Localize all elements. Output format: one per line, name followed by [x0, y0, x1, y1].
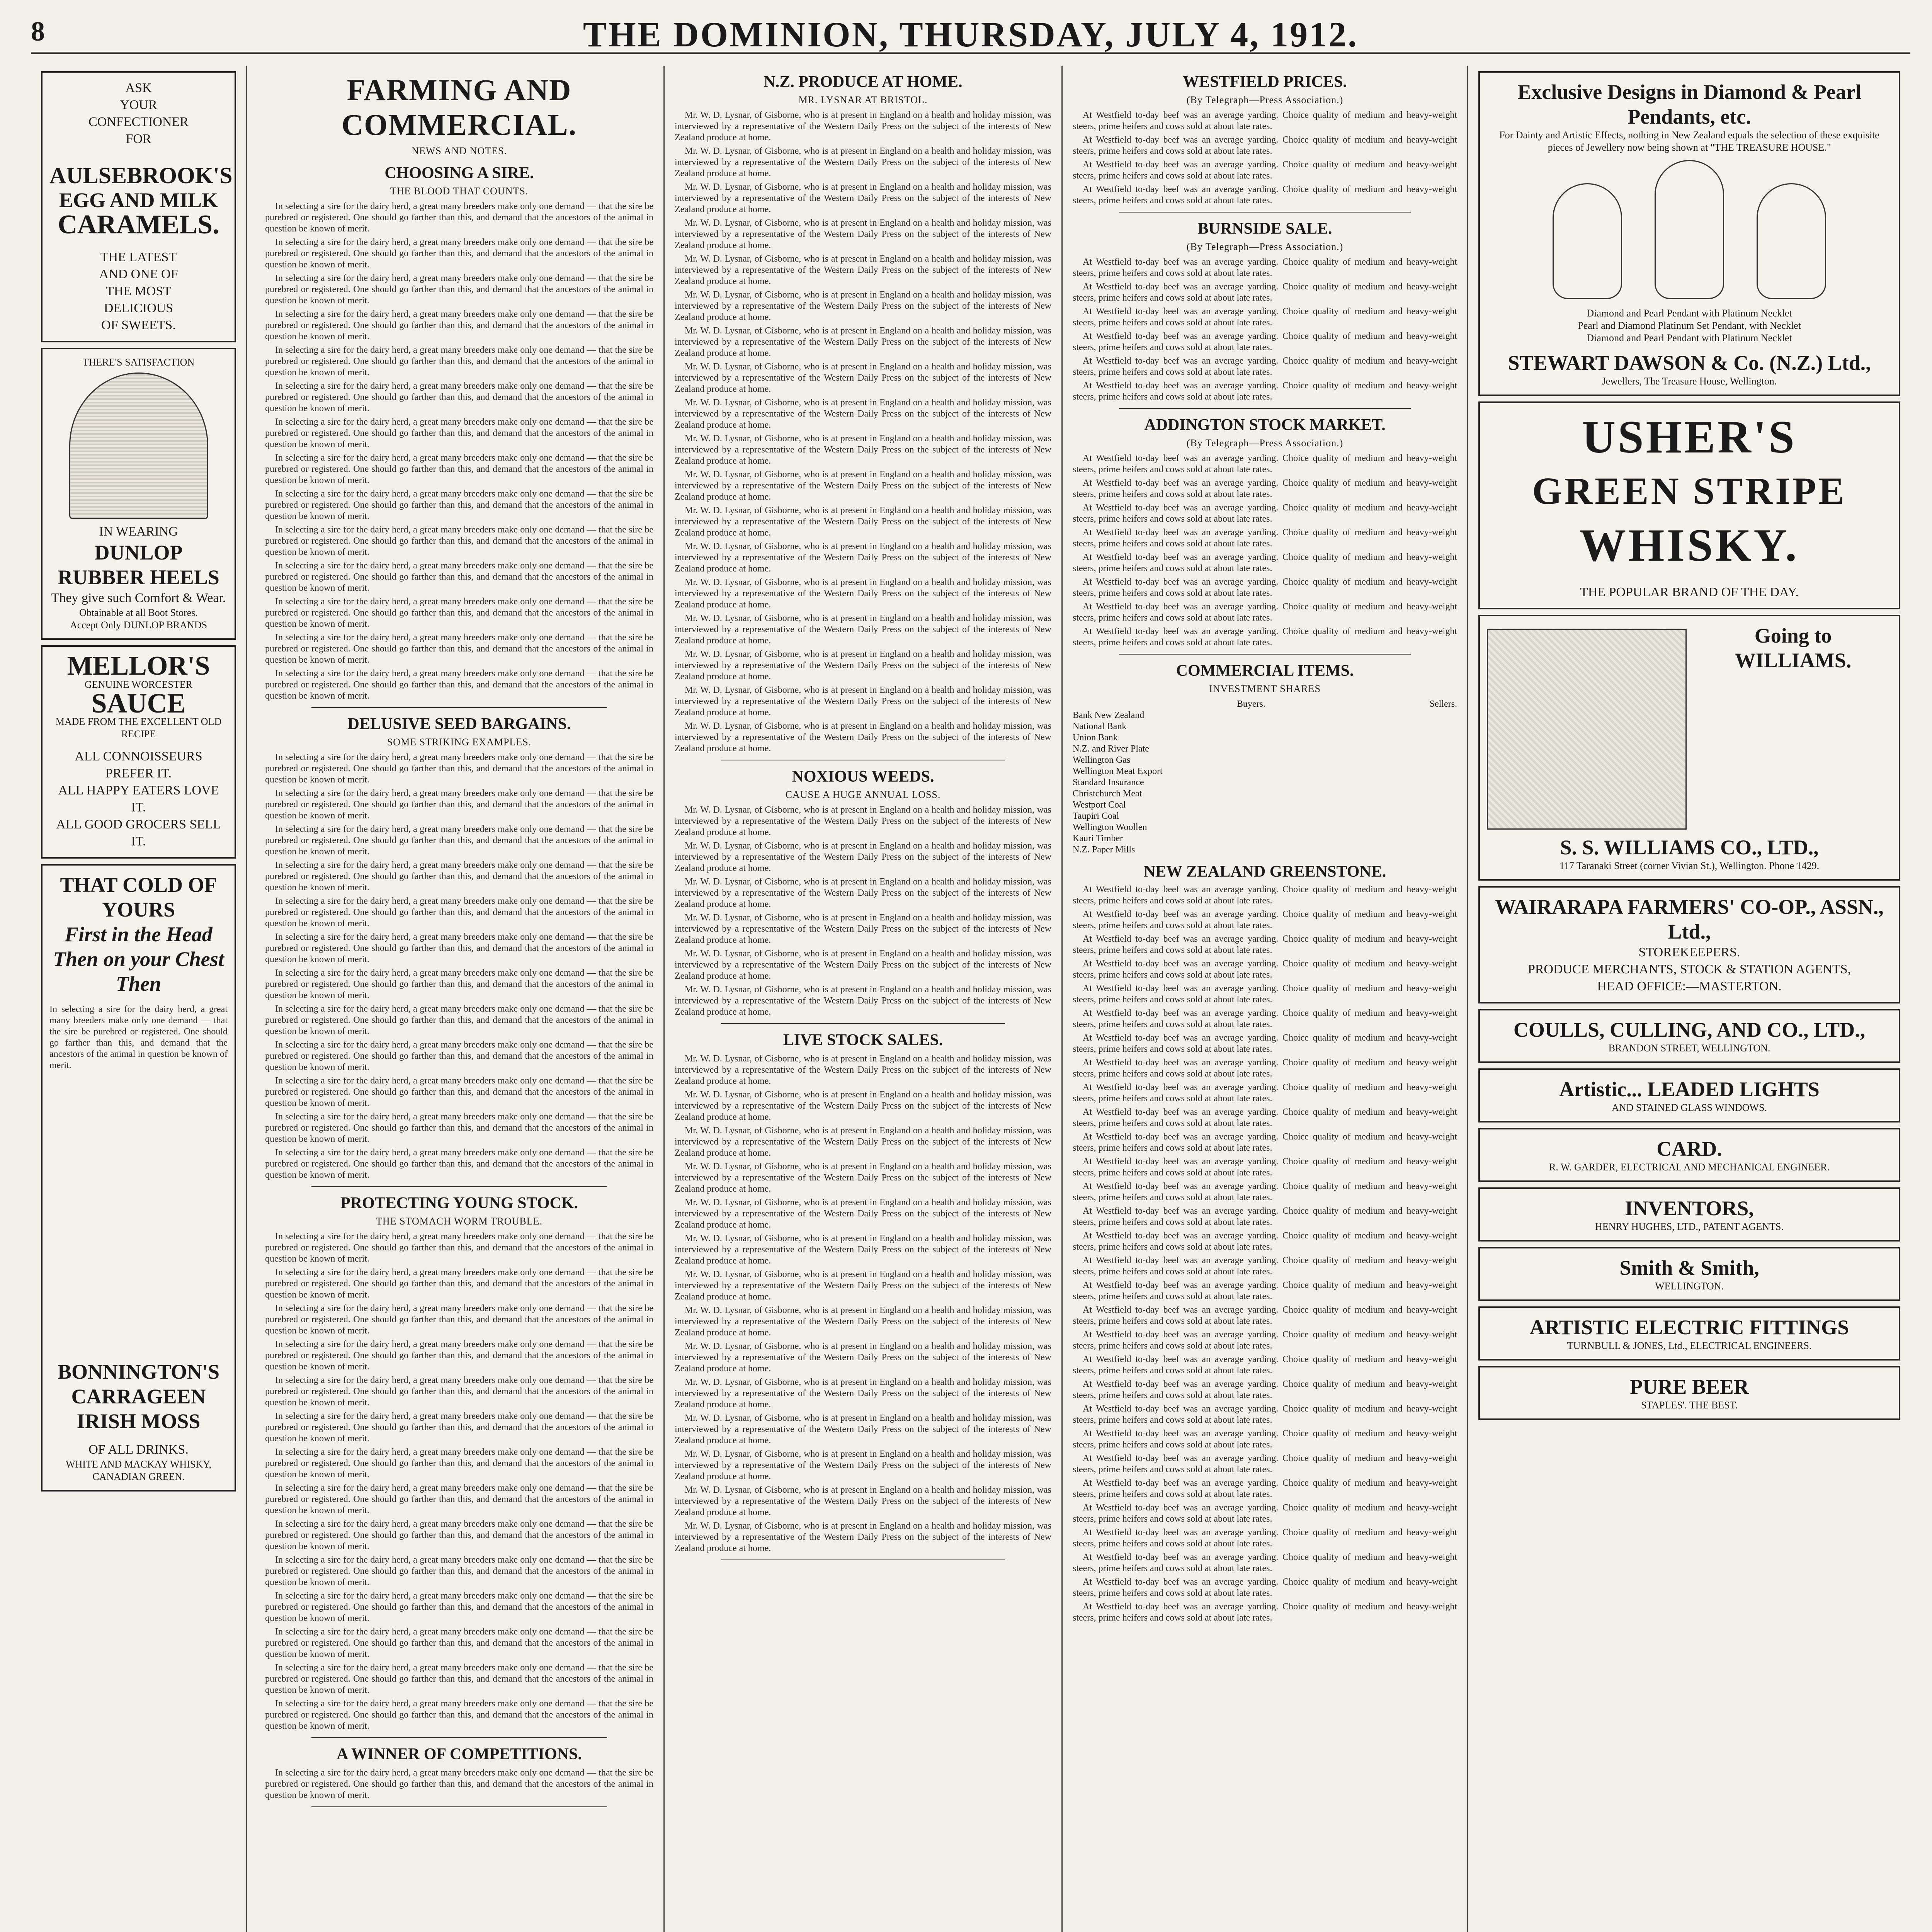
article-sub: THE STOMACH WORM TROUBLE. [376, 1216, 543, 1227]
article-sub: (By Telegraph—Press Association.) [1186, 94, 1344, 105]
paragraph: In selecting a sire for the dairy herd, a great many breeders make only one demand — that the sire be purebred or registered. One should go farther than this, and demand that the ancestors of the animal in question be known of merit. [265, 932, 653, 964]
paragraph: Mr. W. D. Lysnar, of Gisborne, who is at present in England on a health and holiday mission, was interviewed by a representative of the Western Daily Press on the subject of the interests of New Zealand produce at home. [675, 913, 1051, 945]
ad-footer: OF ALL DRINKS. [88, 1442, 189, 1457]
table-row [1073, 833, 1457, 844]
paragraph: Mr. W. D. Lysnar, of Gisborne, who is at present in England on a health and holiday mission, was interviewed by a representative of the Western Daily Press on the subject of the interests of New Zealand produce at home. [675, 721, 1051, 753]
ad-aulsebrook [41, 71, 236, 342]
ad-line: Then on your Chest [53, 947, 224, 971]
paragraph: Mr. W. D. Lysnar, of Gisborne, who is at present in England on a health and holiday mission, was interviewed by a representative of the Western Daily Press on the subject of the interests of New Zealand produce at home. [675, 1485, 1051, 1517]
table-row [1073, 766, 1457, 777]
paragraph: In selecting a sire for the dairy herd, a great many breeders make only one demand — that the sire be purebred or registered. One should go farther than this, and demand that the ancestors of the animal in question be known of merit. [265, 1040, 653, 1072]
paragraph: Mr. W. D. Lysnar, of Gisborne, who is at present in England on a health and holiday mission, was interviewed by a representative of the Western Daily Press on the subject of the interests of New Zealand produce at home. [675, 1054, 1051, 1086]
paragraph: At Westfield to-day beef was an average yarding. Choice quality of medium and heavy-weight steers, prime heifers and cows sold at about late rates. [1073, 934, 1457, 955]
ad-brand: DUNLOP RUBBER HEELS [58, 541, 219, 589]
paragraph: Mr. W. D. Lysnar, of Gisborne, who is at present in England on a health and holiday mission, was interviewed by a representative of the Western Daily Press on the subject of the interests of New Zealand produce at home. [675, 613, 1051, 646]
article-body [1073, 110, 1457, 206]
paragraph: Mr. W. D. Lysnar, of Gisborne, who is at present in England on a health and holiday mission, was interviewed by a representative of the Western Daily Press on the subject of the interests of New Zealand produce at home. [675, 146, 1051, 179]
ad-copy: WELLINGTON. [1655, 1281, 1724, 1292]
paragraph: At Westfield to-day beef was an average yarding. Choice quality of medium and heavy-weight steers, prime heifers and cows sold at about late rates. [1073, 1132, 1457, 1153]
paragraph: In selecting a sire for the dairy herd, a great many breeders make only one demand — that the sire be purebred or registered. One should go farther than this, and demand that the ancestors of the animal in question be known of merit. [265, 752, 653, 785]
paragraph: In selecting a sire for the dairy herd, a great many breeders make only one demand — that the sire be purebred or registered. One should go farther than this, and demand that the ancestors of the animal in question be known of merit. [265, 860, 653, 893]
article-sub: (By Telegraph—Press Association.) [1186, 241, 1344, 252]
paragraph: In selecting a sire for the dairy herd, a great many breeders make only one demand — that the sire be purebred or registered. One should go farther than this, and demand that the ancestors of the animal in question be known of merit. [265, 453, 653, 485]
ad-firm: S. S. WILLIAMS CO., LTD., [1560, 836, 1819, 859]
ad-claim: ALL GOOD GROCERS SELL IT. [56, 817, 221, 849]
ad-product: WHISKY. [1580, 519, 1799, 571]
paragraph: At Westfield to-day beef was an average yarding. Choice quality of medium and heavy-weight steers, prime heifers and cows sold at about late rates. [1073, 503, 1457, 524]
divider [311, 707, 607, 708]
table-cell: Kauri Timber [1073, 833, 1123, 844]
paragraph: At Westfield to-day beef was an average yarding. Choice quality of medium and heavy-weight steers, prime heifers and cows sold at about late rates. [1073, 1231, 1457, 1252]
share-table [1073, 699, 1457, 855]
page-number: 8 [31, 16, 45, 47]
paragraph: In selecting a sire for the dairy herd, a great many breeders make only one demand — that the sire be purebred or registered. One should go farther than this, and demand that the ancestors of the animal in question be known of merit. [265, 668, 653, 701]
divider [1119, 654, 1411, 655]
ad-line: First in the Head [65, 923, 213, 946]
table-cell: National Bank [1073, 721, 1127, 731]
section-title: FARMING AND COMMERCIAL. [341, 73, 577, 141]
paragraph: At Westfield to-day beef was an average yarding. Choice quality of medium and heavy-weight steers, prime heifers and cows sold at about late rates. [1073, 1602, 1457, 1623]
paragraph: In selecting a sire for the dairy herd, a great many breeders make only one demand — that the sire be purebred or registered. One should go farther than this, and demand that the ancestors of the animal in question be known of merit. [265, 1447, 653, 1480]
paragraph: Mr. W. D. Lysnar, of Gisborne, who is at present in England on a health and holiday mission, was interviewed by a representative of the Western Daily Press on the subject of the interests of New Zealand produce at home. [675, 1305, 1051, 1338]
paragraph: In selecting a sire for the dairy herd, a great many breeders make only one demand — that the sire be purebred or registered. One should go farther than this, and demand that the ancestors of the animal in question be known of merit. [265, 1663, 653, 1695]
article-body [265, 752, 653, 1181]
paragraph: In selecting a sire for the dairy herd, a great many breeders make only one demand — that the sire be purebred or registered. One should go farther than this, and demand that the ancestors of the animal in question be known of merit. [265, 896, 653, 929]
paragraph: At Westfield to-day beef was an average yarding. Choice quality of medium and heavy-weight steers, prime heifers and cows sold at about late rates. [1073, 1429, 1457, 1450]
article-head: WESTFIELD PRICES. [1183, 73, 1347, 91]
ad-copy: For Dainty and Artistic Effects, nothing in New Zealand equals the selection of these exquisite pieces of Jewellery now being shown at "THE TREASURE HOUSE." [1499, 129, 1879, 153]
ad-head: INVENTORS, [1625, 1197, 1754, 1220]
paragraph: Mr. W. D. Lysnar, of Gisborne, who is at present in England on a health and holiday mission, was interviewed by a representative of the Western Daily Press on the subject of the interests of New Zealand produce at home. [675, 577, 1051, 610]
ad-product: SAUCE [91, 688, 186, 719]
article-head: N.Z. PRODUCE AT HOME. [764, 73, 963, 91]
ad-item: Diamond and Pearl Pendant with Platinum Necklet [1587, 332, 1792, 344]
pendant-illustration [1655, 160, 1724, 299]
paragraph: At Westfield to-day beef was an average yarding. Choice quality of medium and heavy-weight steers, prime heifers and cows sold at about late rates. [1073, 1082, 1457, 1104]
ad-head: Exclusive Designs in Diamond & Pearl Pendants, etc. [1517, 80, 1861, 128]
ad-line: GENUINE WORCESTER [84, 679, 192, 690]
paragraph: At Westfield to-day beef was an average yarding. Choice quality of medium and heavy-weight steers, prime heifers and cows sold at about late rates. [1073, 257, 1457, 278]
paragraph: At Westfield to-day beef was an average yarding. Choice quality of medium and heavy-weight steers, prime heifers and cows sold at about late rates. [1073, 1552, 1457, 1573]
table-cell: Wellington Meat Export [1073, 766, 1163, 776]
paragraph: Mr. W. D. Lysnar, of Gisborne, who is at present in England on a health and holiday mission, was interviewed by a representative of the Western Daily Press on the subject of the interests of New Zealand produce at home. [675, 841, 1051, 873]
article-sub: THE BLOOD THAT COUNTS. [390, 185, 529, 197]
paragraph: In selecting a sire for the dairy herd, a great many breeders make only one demand — that the sire be purebred or registered. One should go farther than this, and demand that the ancestors of the animal in question be known of merit. [265, 1627, 653, 1659]
article-body [675, 804, 1051, 1018]
divider [311, 1737, 607, 1738]
paragraph: Mr. W. D. Lysnar, of Gisborne, who is at present in England on a health and holiday mission, was interviewed by a representative of the Western Daily Press on the subject of the interests of New Zealand produce at home. [675, 326, 1051, 358]
ad-copy: AND STAINED GLASS WINDOWS. [1612, 1102, 1767, 1113]
article-head: DELUSIVE SEED BARGAINS. [347, 715, 571, 733]
paragraph: In selecting a sire for the dairy herd, a great many breeders make only one demand — that the sire be purebred or registered. One should go farther than this, and demand that the ancestors of the animal in question be known of merit. [265, 381, 653, 413]
table-row [1073, 822, 1457, 833]
paragraph: Mr. W. D. Lysnar, of Gisborne, who is at present in England on a health and holiday mission, was interviewed by a representative of the Western Daily Press on the subject of the interests of New Zealand produce at home. [675, 1521, 1051, 1553]
table-header-cell: Buyers. [1236, 699, 1265, 709]
paragraph: Mr. W. D. Lysnar, of Gisborne, who is at present in England on a health and holiday mission, was interviewed by a representative of the Western Daily Press on the subject of the interests of New Zealand produce at home. [675, 110, 1051, 143]
article-head: LIVE STOCK SALES. [783, 1031, 943, 1049]
article-head: A WINNER OF COMPETITIONS. [337, 1745, 582, 1763]
ad-head: THAT COLD OF YOURS [60, 873, 217, 921]
paragraph: At Westfield to-day beef was an average yarding. Choice quality of medium and heavy-weight steers, prime heifers and cows sold at about late rates. [1073, 135, 1457, 156]
paragraph: In selecting a sire for the dairy herd, a great many breeders make only one demand — that the sire be purebred or registered. One should go farther than this, and demand that the ancestors of the animal in question be known of merit. [265, 1519, 653, 1551]
paragraph: At Westfield to-day beef was an average yarding. Choice quality of medium and heavy-weight steers, prime heifers and cows sold at about late rates. [1073, 1255, 1457, 1277]
paragraph: Mr. W. D. Lysnar, of Gisborne, who is at present in England on a health and holiday mission, was interviewed by a representative of the Western Daily Press on the subject of the interests of New Zealand produce at home. [675, 985, 1051, 1017]
man-illustration [69, 372, 208, 519]
paragraph: Mr. W. D. Lysnar, of Gisborne, who is at present in England on a health and holiday mission, was interviewed by a representative of the Western Daily Press on the subject of the interests of New Zealand produce at home. [675, 1197, 1051, 1230]
ad-brand: BONNINGTON'S CARRAGEEN IRISH MOSS [57, 1360, 220, 1433]
article-body [1073, 884, 1457, 1623]
paragraph: At Westfield to-day beef was an average yarding. Choice quality of medium and heavy-weight steers, prime heifers and cows sold at about late rates. [1073, 1008, 1457, 1029]
paragraph: At Westfield to-day beef was an average yarding. Choice quality of medium and heavy-weight steers, prime heifers and cows sold at about late rates. [1073, 160, 1457, 181]
paragraph: In selecting a sire for the dairy herd, a great many breeders make only one demand — that the sire be purebred or registered. One should go farther than this, and demand that the ancestors of the animal in question be known of merit. [265, 417, 653, 449]
article-head: NOXIOUS WEEDS. [792, 768, 934, 786]
article-body [265, 201, 653, 702]
paragraph: At Westfield to-day beef was an average yarding. Choice quality of medium and heavy-weight steers, prime heifers and cows sold at about late rates. [1073, 478, 1457, 499]
column-farming [255, 66, 665, 1932]
paragraph: In selecting a sire for the dairy herd, a great many breeders make only one demand — that the sire be purebred or registered. One should go farther than this, and demand that the ancestors of the animal in question be known of merit. [265, 1768, 653, 1800]
paragraph: Mr. W. D. Lysnar, of Gisborne, who is at present in England on a health and holiday mission, was interviewed by a representative of the Western Daily Press on the subject of the interests of New Zealand produce at home. [675, 398, 1051, 430]
ad-item: Diamond and Pearl Pendant with Platinum Necklet [1587, 308, 1792, 319]
paragraph: At Westfield to-day beef was an average yarding. Choice quality of medium and heavy-weight steers, prime heifers and cows sold at about late rates. [1073, 1181, 1457, 1202]
paragraph: At Westfield to-day beef was an average yarding. Choice quality of medium and heavy-weight steers, prime heifers and cows sold at about late rates. [1073, 331, 1457, 352]
paragraph: In selecting a sire for the dairy herd, a great many breeders make only one demand — that the sire be purebred or registered. One should go farther than this, and demand that the ancestors of the animal in question be known of merit. [265, 1148, 653, 1180]
paragraph: Mr. W. D. Lysnar, of Gisborne, who is at present in England on a health and holiday mission, was interviewed by a representative of the Western Daily Press on the subject of the interests of New Zealand produce at home. [675, 1233, 1051, 1266]
ad-line: AND ONE OF [99, 267, 178, 281]
ad-line: ASK [125, 81, 152, 95]
table-cell: Bank New Zealand [1073, 710, 1145, 720]
article-sub: CAUSE A HUGE ANNUAL LOSS. [785, 789, 941, 800]
ad-small [1478, 1366, 1900, 1420]
ad-head: COULLS, CULLING, AND CO., LTD., [1513, 1018, 1866, 1041]
ad-head: IN WEARING [99, 524, 178, 539]
paragraph: At Westfield to-day beef was an average yarding. Choice quality of medium and heavy-weight steers, prime heifers and cows sold at about late rates. [1073, 1404, 1457, 1425]
ad-line: They give such Comfort & Wear. [51, 591, 226, 605]
table-row [1073, 743, 1457, 755]
paragraph: In selecting a sire for the dairy herd, a great many breeders make only one demand — that the sire be purebred or registered. One should go farther than this, and demand that the ancestors of the animal in question be known of merit. [265, 824, 653, 857]
table-row [1073, 799, 1457, 811]
paragraph: At Westfield to-day beef was an average yarding. Choice quality of medium and heavy-weight steers, prime heifers and cows sold at about late rates. [1073, 602, 1457, 623]
ad-stewart-dawson [1478, 71, 1900, 396]
paragraph: At Westfield to-day beef was an average yarding. Choice quality of medium and heavy-weight steers, prime heifers and cows sold at about late rates. [1073, 1379, 1457, 1400]
paragraph: At Westfield to-day beef was an average yarding. Choice quality of medium and heavy-weight steers, prime heifers and cows sold at about late rates. [1073, 909, 1457, 930]
ad-product: CARAMELS. [58, 210, 219, 240]
table-cell: Wellington Woollen [1073, 822, 1147, 832]
paragraph: In selecting a sire for the dairy herd, a great many breeders make only one demand — that the sire be purebred or registered. One should go farther than this, and demand that the ancestors of the animal in question be known of merit. [265, 561, 653, 593]
paragraph: Mr. W. D. Lysnar, of Gisborne, who is at present in England on a health and holiday mission, was interviewed by a representative of the Western Daily Press on the subject of the interests of New Zealand produce at home. [675, 434, 1051, 466]
table-row [1073, 811, 1457, 822]
paragraph: At Westfield to-day beef was an average yarding. Choice quality of medium and heavy-weight steers, prime heifers and cows sold at about late rates. [1073, 184, 1457, 206]
divider [1119, 212, 1411, 213]
article-head: ADDINGTON STOCK MARKET. [1144, 416, 1386, 434]
ad-wairarapa [1478, 886, 1900, 1003]
ad-head: Smith & Smith, [1619, 1256, 1759, 1279]
ad-small [1478, 1068, 1900, 1122]
column-markets [1063, 66, 1468, 1932]
paragraph: In selecting a sire for the dairy herd, a great many breeders make only one demand — that the sire be purebred or registered. One should go farther than this, and demand that the ancestors of the animal in question be known of merit. [265, 1004, 653, 1036]
furniture-illustration [1487, 629, 1687, 830]
paragraph: At Westfield to-day beef was an average yarding. Choice quality of medium and heavy-weight steers, prime heifers and cows sold at about late rates. [1073, 381, 1457, 402]
ad-copy: TURNBULL & JONES, Ltd., ELECTRICAL ENGINEERS. [1567, 1340, 1812, 1351]
paragraph: In selecting a sire for the dairy herd, a great many breeders make only one demand — that the sire be purebred or registered. One should go farther than this, and demand that the ancestors of the animal in question be known of merit. [265, 788, 653, 821]
ad-copy: STAPLES'. THE BEST. [1641, 1400, 1738, 1411]
paragraph: At Westfield to-day beef was an average yarding. Choice quality of medium and heavy-weight steers, prime heifers and cows sold at about late rates. [1073, 1206, 1457, 1227]
ad-footer: WHITE AND MACKAY WHISKY, CANADIAN GREEN. [65, 1459, 211, 1482]
paragraph: Mr. W. D. Lysnar, of Gisborne, who is at present in England on a health and holiday mission, was interviewed by a representative of the Western Daily Press on the subject of the interests of New Zealand produce at home. [675, 1449, 1051, 1481]
article-head: NEW ZEALAND GREENSTONE. [1143, 863, 1386, 881]
paragraph: At Westfield to-day beef was an average yarding. Choice quality of medium and heavy-weight steers, prime heifers and cows sold at about late rates. [1073, 983, 1457, 1005]
ad-address: 117 Taranaki Street (corner Vivian St.), Wellington. Phone 1429. [1559, 860, 1820, 871]
paragraph: Mr. W. D. Lysnar, of Gisborne, who is at present in England on a health and holiday mission, was interviewed by a representative of the Western Daily Press on the subject of the interests of New Zealand produce at home. [675, 469, 1051, 502]
paragraph: In selecting a sire for the dairy herd, a great many breeders make only one demand — that the sire be purebred or registered. One should go farther than this, and demand that the ancestors of the animal in question be known of merit. [265, 1591, 653, 1623]
column-left-ads [31, 66, 247, 1932]
paragraph: Mr. W. D. Lysnar, of Gisborne, who is at present in England on a health and holiday mission, was interviewed by a representative of the Western Daily Press on the subject of the interests of New Zealand produce at home. [675, 949, 1051, 981]
paragraph: In selecting a sire for the dairy herd, a great many breeders make only one demand — that the sire be purebred or registered. One should go farther than this, and demand that the ancestors of the animal in question be known of merit. [265, 597, 653, 629]
table-row [1073, 710, 1457, 721]
paragraph: In selecting a sire for the dairy herd, a great many breeders make only one demand — that the sire be purebred or registered. One should go farther than this, and demand that the ancestors of the animal in question be known of merit. [265, 309, 653, 342]
ad-copy: BRANDON STREET, WELLINGTON. [1608, 1043, 1770, 1054]
paragraph: At Westfield to-day beef was an average yarding. Choice quality of medium and heavy-weight steers, prime heifers and cows sold at about late rates. [1073, 1503, 1457, 1524]
paragraph: At Westfield to-day beef was an average yarding. Choice quality of medium and heavy-weight steers, prime heifers and cows sold at about late rates. [1073, 959, 1457, 980]
ad-office: HEAD OFFICE:—MASTERTON. [1597, 979, 1782, 993]
paragraph: Mr. W. D. Lysnar, of Gisborne, who is at present in England on a health and holiday mission, was interviewed by a representative of the Western Daily Press on the subject of the interests of New Zealand produce at home. [675, 254, 1051, 286]
paragraph: Mr. W. D. Lysnar, of Gisborne, who is at present in England on a health and holiday mission, was interviewed by a representative of the Western Daily Press on the subject of the interests of New Zealand produce at home. [675, 685, 1051, 718]
ad-dunlop [41, 348, 236, 640]
ad-small [1478, 1009, 1900, 1063]
table-row [1073, 721, 1457, 732]
ad-head: Going to WILLIAMS. [1735, 624, 1852, 672]
table-row [1073, 788, 1457, 799]
divider [311, 1806, 607, 1807]
ad-firm-sub: Jewellers, The Treasure House, Wellington. [1602, 376, 1777, 387]
ad-brand: MELLOR'S [67, 651, 210, 681]
paragraph: Mr. W. D. Lysnar, of Gisborne, who is at present in England on a health and holiday mission, was interviewed by a representative of the Western Daily Press on the subject of the interests of New Zealand produce at home. [675, 649, 1051, 682]
paragraph: In selecting a sire for the dairy herd, a great many breeders make only one demand — that the sire be purebred or registered. One should go farther than this, and demand that the ancestors of the animal in question be known of merit. [265, 1076, 653, 1108]
ad-line: THE LATEST [100, 250, 177, 264]
paragraph: At Westfield to-day beef was an average yarding. Choice quality of medium and heavy-weight steers, prime heifers and cows sold at about late rates. [1073, 1156, 1457, 1178]
ad-small [1478, 1187, 1900, 1242]
paragraph: At Westfield to-day beef was an average yarding. Choice quality of medium and heavy-weight steers, prime heifers and cows sold at about late rates. [1073, 577, 1457, 598]
paragraph: In selecting a sire for the dairy herd, a great many breeders make only one demand — that the sire be purebred or registered. One should go farther than this, and demand that the ancestors of the animal in question be known of merit. [265, 525, 653, 557]
ad-line: PRODUCE MERCHANTS, STOCK & STATION AGENTS, [1527, 962, 1851, 976]
ad-small [1478, 1247, 1900, 1301]
ad-head: Artistic... LEADED LIGHTS [1559, 1078, 1820, 1101]
paragraph: At Westfield to-day beef was an average yarding. Choice quality of medium and heavy-weight steers, prime heifers and cows sold at about late rates. [1073, 1280, 1457, 1301]
paragraph: At Westfield to-day beef was an average yarding. Choice quality of medium and heavy-weight steers, prime heifers and cows sold at about late rates. [1073, 453, 1457, 474]
paragraph: Mr. W. D. Lysnar, of Gisborne, who is at present in England on a health and holiday mission, was interviewed by a representative of the Western Daily Press on the subject of the interests of New Zealand produce at home. [675, 1341, 1051, 1374]
paragraph: In selecting a sire for the dairy herd, a great many breeders make only one demand — that the sire be purebred or registered. One should go farther than this, and demand that the ancestors of the animal in question be known of merit. [265, 968, 653, 1000]
table-cell: N.Z. and River Plate [1073, 744, 1149, 754]
paragraph: At Westfield to-day beef was an average yarding. Choice quality of medium and heavy-weight steers, prime heifers and cows sold at about late rates. [1073, 306, 1457, 328]
ad-line: Obtainable at all Boot Stores. [79, 607, 198, 618]
ad-line: OF SWEETS. [101, 318, 176, 332]
ad-ushers [1478, 401, 1900, 609]
ad-head: WAIRARAPA FARMERS' CO-OP., ASSN., Ltd., [1495, 895, 1884, 943]
newspaper-title: THE DOMINION, THURSDAY, JULY 4, 1912. [583, 15, 1359, 54]
paragraph: In selecting a sire for the dairy herd, a great many breeders make only one demand — that the sire be purebred or registered. One should go farther than this, and demand that the ancestors of the animal in question be known of merit. [265, 1375, 653, 1408]
table-cell: Westport Coal [1073, 800, 1126, 810]
article-body [675, 1053, 1051, 1554]
paragraph: In selecting a sire for the dairy herd, a great many breeders make only one demand — that the sire be purebred or registered. One should go farther than this, and demand that the ancestors of the animal in question be known of merit. [265, 489, 653, 521]
paragraph: Mr. W. D. Lysnar, of Gisborne, who is at present in England on a health and holiday mission, was interviewed by a representative of the Western Daily Press on the subject of the interests of New Zealand produce at home. [675, 1090, 1051, 1122]
paragraph: Mr. W. D. Lysnar, of Gisborne, who is at present in England on a health and holiday mission, was interviewed by a representative of the Western Daily Press on the subject of the interests of New Zealand produce at home. [675, 290, 1051, 322]
paragraph: Mr. W. D. Lysnar, of Gisborne, who is at present in England on a health and holiday mission, was interviewed by a representative of the Western Daily Press on the subject of the interests of New Zealand produce at home. [675, 1126, 1051, 1158]
table-row [1073, 844, 1457, 855]
ad-claim: ALL HAPPY EATERS LOVE IT. [58, 783, 219, 815]
divider [721, 1023, 1005, 1024]
article-head: BURNSIDE SALE. [1197, 220, 1332, 238]
paragraph: At Westfield to-day beef was an average yarding. Choice quality of medium and heavy-weight steers, prime heifers and cows sold at about late rates. [1073, 1033, 1457, 1054]
paragraph: In selecting a sire for the dairy herd, a great many breeders make only one demand — that the sire be purebred or registered. One should go farther than this, and demand that the ancestors of the animal in question be known of merit. [265, 1231, 653, 1264]
paragraph: At Westfield to-day beef was an average yarding. Choice quality of medium and heavy-weight steers, prime heifers and cows sold at about late rates. [1073, 1058, 1457, 1079]
table-row [1073, 755, 1457, 766]
ad-line: Accept Only DUNLOP BRANDS [70, 619, 207, 631]
paragraph: In selecting a sire for the dairy herd, a great many breeders make only one demand — that the sire be purebred or registered. One should go farther than this, and demand that the ancestors of the animal in question be known of merit. [265, 273, 653, 306]
paragraph: In selecting a sire for the dairy herd, a great many breeders make only one demand — that the sire be purebred or registered. One should go farther than this, and demand that the ancestors of the animal in question be known of merit. [265, 1699, 653, 1731]
paragraph: At Westfield to-day beef was an average yarding. Choice quality of medium and heavy-weight steers, prime heifers and cows sold at about late rates. [1073, 1305, 1457, 1326]
masthead [31, 12, 1910, 54]
ad-copy: R. W. GARDER, ELECTRICAL AND MECHANICAL ENGINEER. [1549, 1162, 1830, 1173]
paragraph: At Westfield to-day beef was an average yarding. Choice quality of medium and heavy-weight steers, prime heifers and cows sold at about late rates. [1073, 527, 1457, 549]
article-head: PROTECTING YOUNG STOCK. [340, 1194, 578, 1212]
ad-head: PURE BEER [1630, 1375, 1749, 1398]
ad-head: CARD. [1656, 1137, 1722, 1160]
ad-mellors [41, 645, 236, 859]
paragraph: In selecting a sire for the dairy herd, a great many breeders make only one demand — that the sire be purebred or registered. One should go farther than this, and demand that the ancestors of the animal in question be known of merit. [265, 345, 653, 378]
paragraph: In selecting a sire for the dairy herd, a great many breeders make only one demand — that the sire be purebred or registered. One should go farther than this, and demand that the ancestors of the animal in question be known of merit. [265, 1483, 653, 1515]
paragraph: Mr. W. D. Lysnar, of Gisborne, who is at present in England on a health and holiday mission, was interviewed by a representative of the Western Daily Press on the subject of the interests of New Zealand produce at home. [675, 877, 1051, 909]
paragraph: At Westfield to-day beef was an average yarding. Choice quality of medium and heavy-weight steers, prime heifers and cows sold at about late rates. [1073, 626, 1457, 648]
ad-copy: In selecting a sire for the dairy herd, a great many breeders make only one demand — that the sire be purebred or registered. One should go farther than this, and demand that the ancestors of the animal in question be known of merit. [49, 1004, 228, 1070]
paragraph: At Westfield to-day beef was an average yarding. Choice quality of medium and heavy-weight steers, prime heifers and cows sold at about late rates. [1073, 1107, 1457, 1128]
paragraph: At Westfield to-day beef was an average yarding. Choice quality of medium and heavy-weight steers, prime heifers and cows sold at about late rates. [1073, 552, 1457, 573]
ad-line: YOUR [120, 98, 157, 112]
paragraph: Mr. W. D. Lysnar, of Gisborne, who is at present in England on a health and holiday mission, was interviewed by a representative of the Western Daily Press on the subject of the interests of New Zealand produce at home. [675, 362, 1051, 394]
ad-caption: THERE'S SATISFACTION [82, 357, 195, 368]
table-cell: Taupiri Coal [1073, 811, 1119, 821]
article-sub: MR. LYSNAR AT BRISTOL. [798, 94, 928, 105]
table-row [1073, 777, 1457, 788]
paragraph: In selecting a sire for the dairy herd, a great many breeders make only one demand — that the sire be purebred or registered. One should go farther than this, and demand that the ancestors of the animal in question be known of merit. [265, 633, 653, 665]
table-cell: N.Z. Paper Mills [1073, 845, 1135, 855]
ad-brand: USHER'S [1582, 411, 1797, 463]
paragraph: In selecting a sire for the dairy herd, a great many breeders make only one demand — that the sire be purebred or registered. One should go farther than this, and demand that the ancestors of the animal in question be known of merit. [265, 1112, 653, 1144]
article-body [265, 1767, 653, 1801]
ad-irish-moss [41, 864, 236, 1492]
article-body [1073, 453, 1457, 648]
article-sub: SOME STRIKING EXAMPLES. [387, 736, 532, 748]
paragraph: Mr. W. D. Lysnar, of Gisborne, who is at present in England on a health and holiday mission, was interviewed by a representative of the Western Daily Press on the subject of the interests of New Zealand produce at home. [675, 505, 1051, 538]
paragraph: At Westfield to-day beef was an average yarding. Choice quality of medium and heavy-weight steers, prime heifers and cows sold at about late rates. [1073, 356, 1457, 377]
ad-head: ARTISTIC ELECTRIC FITTINGS [1529, 1316, 1849, 1339]
table-row [1073, 732, 1457, 743]
paragraph: In selecting a sire for the dairy herd, a great many breeders make only one demand — that the sire be purebred or registered. One should go farther than this, and demand that the ancestors of the animal in question be known of merit. [265, 201, 653, 234]
pendant-illustration [1757, 183, 1826, 299]
paragraph: Mr. W. D. Lysnar, of Gisborne, who is at present in England on a health and holiday mission, was interviewed by a representative of the Western Daily Press on the subject of the interests of New Zealand produce at home. [675, 1413, 1051, 1446]
article-body [265, 1231, 653, 1732]
ad-line: GREEN STRIPE [1532, 469, 1847, 512]
paragraph: At Westfield to-day beef was an average yarding. Choice quality of medium and heavy-weight steers, prime heifers and cows sold at about late rates. [1073, 884, 1457, 906]
article-body [1073, 257, 1457, 403]
ad-small [1478, 1306, 1900, 1361]
table-header [1073, 699, 1457, 710]
paragraph: In selecting a sire for the dairy herd, a great many breeders make only one demand — that the sire be purebred or registered. One should go farther than this, and demand that the ancestors of the animal in question be known of merit. [265, 237, 653, 270]
paragraph: In selecting a sire for the dairy herd, a great many breeders make only one demand — that the sire be purebred or registered. One should go farther than this, and demand that the ancestors of the animal in question be known of merit. [265, 1555, 653, 1587]
paragraph: At Westfield to-day beef was an average yarding. Choice quality of medium and heavy-weight steers, prime heifers and cows sold at about late rates. [1073, 1527, 1457, 1549]
paragraph: At Westfield to-day beef was an average yarding. Choice quality of medium and heavy-weight steers, prime heifers and cows sold at about late rates. [1073, 1577, 1457, 1598]
ad-line: THE MOST [105, 284, 172, 298]
paragraph: In selecting a sire for the dairy herd, a great many breeders make only one demand — that the sire be purebred or registered. One should go farther than this, and demand that the ancestors of the animal in question be known of merit. [265, 1339, 653, 1372]
paragraph: At Westfield to-day beef was an average yarding. Choice quality of medium and heavy-weight steers, prime heifers and cows sold at about late rates. [1073, 1354, 1457, 1376]
paragraph: Mr. W. D. Lysnar, of Gisborne, who is at present in England on a health and holiday mission, was interviewed by a representative of the Western Daily Press on the subject of the interests of New Zealand produce at home. [675, 541, 1051, 574]
paragraph: Mr. W. D. Lysnar, of Gisborne, who is at present in England on a health and holiday mission, was interviewed by a representative of the Western Daily Press on the subject of the interests of New Zealand produce at home. [675, 1377, 1051, 1410]
ad-firm: STEWART DAWSON & Co. (N.Z.) Ltd., [1508, 351, 1871, 374]
ad-williams [1478, 615, 1900, 881]
paragraph: Mr. W. D. Lysnar, of Gisborne, who is at present in England on a health and holiday mission, was interviewed by a representative of the Western Daily Press on the subject of the interests of New Zealand produce at home. [675, 1269, 1051, 1302]
divider [311, 1186, 607, 1187]
ad-copy: HENRY HUGHES, LTD., PATENT AGENTS. [1595, 1221, 1784, 1232]
column-produce [665, 66, 1063, 1932]
ad-claim: ALL CONNOISSEURS PREFER IT. [75, 749, 202, 781]
ad-tag: THE POPULAR BRAND OF THE DAY. [1580, 585, 1799, 599]
article-head: CHOOSING A SIRE. [384, 164, 534, 182]
paragraph: Mr. W. D. Lysnar, of Gisborne, who is at present in England on a health and holiday mission, was interviewed by a representative of the Western Daily Press on the subject of the interests of New Zealand produce at home. [675, 182, 1051, 214]
ad-line: Then [116, 972, 162, 995]
paragraph: In selecting a sire for the dairy herd, a great many breeders make only one demand — that the sire be purebred or registered. One should go farther than this, and demand that the ancestors of the animal in question be known of merit. [265, 1411, 653, 1444]
paragraph: At Westfield to-day beef was an average yarding. Choice quality of medium and heavy-weight steers, prime heifers and cows sold at about late rates. [1073, 282, 1457, 303]
paragraph: At Westfield to-day beef was an average yarding. Choice quality of medium and heavy-weight steers, prime heifers and cows sold at about late rates. [1073, 1478, 1457, 1499]
table-cell: Christchurch Meat [1073, 789, 1142, 799]
article-body [675, 110, 1051, 754]
paragraph: Mr. W. D. Lysnar, of Gisborne, who is at present in England on a health and holiday mission, was interviewed by a representative of the Western Daily Press on the subject of the interests of New Zealand produce at home. [675, 1162, 1051, 1194]
divider [1119, 408, 1411, 409]
column-right-ads [1468, 66, 1910, 1932]
ad-line: DELICIOUS [104, 301, 173, 315]
article-sub: (By Telegraph—Press Association.) [1186, 437, 1344, 449]
paragraph: At Westfield to-day beef was an average yarding. Choice quality of medium and heavy-weight steers, prime heifers and cows sold at about late rates. [1073, 110, 1457, 131]
ad-item: Pearl and Diamond Platinum Set Pendant, with Necklet [1578, 320, 1801, 331]
paragraph: At Westfield to-day beef was an average yarding. Choice quality of medium and heavy-weight steers, prime heifers and cows sold at about late rates. [1073, 1453, 1457, 1475]
table-cell: Union Bank [1073, 733, 1118, 743]
section-subtitle: NEWS AND NOTES. [412, 145, 507, 156]
paragraph: At Westfield to-day beef was an average yarding. Choice quality of medium and heavy-weight steers, prime heifers and cows sold at about late rates. [1073, 1330, 1457, 1351]
paragraph: In selecting a sire for the dairy herd, a great many breeders make only one demand — that the sire be purebred or registered. One should go farther than this, and demand that the ancestors of the animal in question be known of merit. [265, 1303, 653, 1336]
table-cell: Wellington Gas [1073, 755, 1131, 765]
ad-sub: STOREKEEPERS. [1638, 945, 1740, 959]
article-sub: INVESTMENT SHARES [1209, 683, 1321, 694]
paragraph: Mr. W. D. Lysnar, of Gisborne, who is at present in England on a health and holiday mission, was interviewed by a representative of the Western Daily Press on the subject of the interests of New Zealand produce at home. [675, 218, 1051, 250]
ad-line: FOR [126, 132, 151, 146]
ad-line: MADE FROM THE EXCELLENT OLD RECIPE [55, 716, 222, 740]
pendant-illustration [1553, 183, 1622, 299]
paragraph: In selecting a sire for the dairy herd, a great many breeders make only one demand — that the sire be purebred or registered. One should go farther than this, and demand that the ancestors of the animal in question be known of merit. [265, 1267, 653, 1300]
table-header-cell: Sellers. [1429, 699, 1457, 709]
ad-product: EGG AND MILK [59, 189, 218, 212]
table-cell: Standard Insurance [1073, 777, 1144, 787]
article-head: COMMERCIAL ITEMS. [1176, 662, 1354, 680]
ad-small [1478, 1128, 1900, 1182]
ad-brand: AULSEBROOK'S [49, 163, 233, 188]
ad-line: CONFECTIONER [88, 115, 189, 129]
paragraph: Mr. W. D. Lysnar, of Gisborne, who is at present in England on a health and holiday mission, was interviewed by a representative of the Western Daily Press on the subject of the interests of New Zealand produce at home. [675, 805, 1051, 837]
